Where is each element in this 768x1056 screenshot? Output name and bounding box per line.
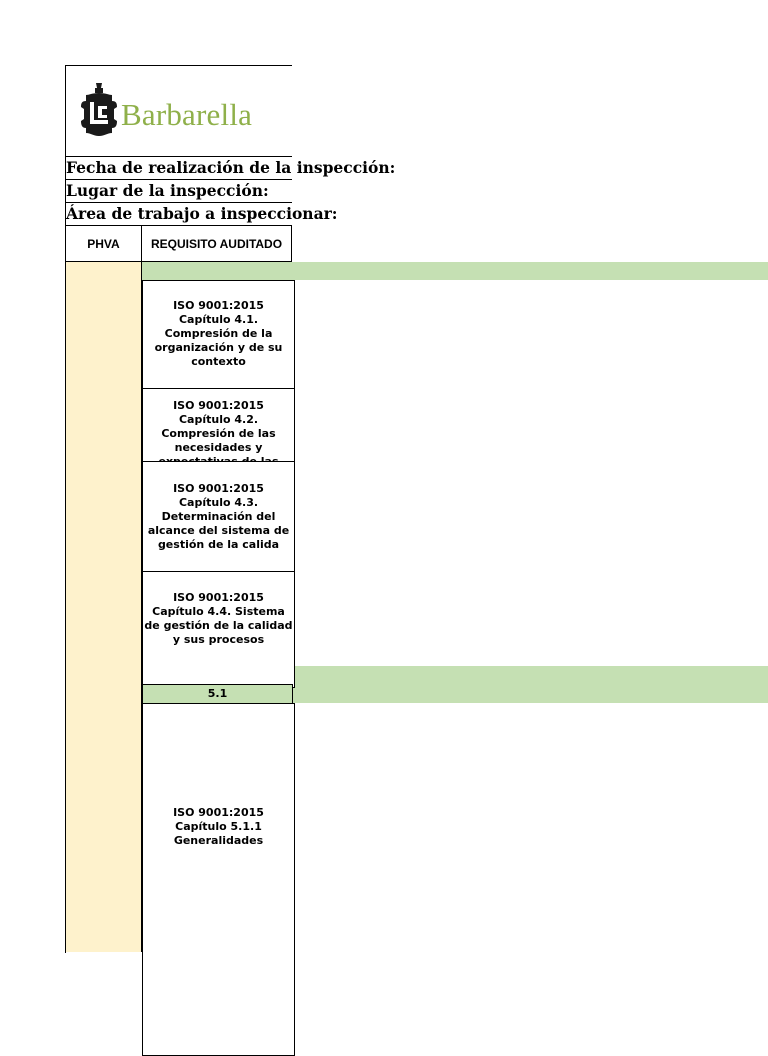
phva-column bbox=[66, 262, 141, 952]
requisito-cell-4-1: ISO 9001:2015 Capítulo 4.1. Compresión de la organización y de su contexto bbox=[142, 280, 295, 409]
section-cell-5-1: 5.1 bbox=[142, 684, 293, 706]
header-requisito: REQUISITO AUDITADO bbox=[150, 236, 283, 251]
requisito-cell-4-3: ISO 9001:2015 Capítulo 4.3. Determinación del alcance del sistema de gestión de la calida bbox=[142, 461, 295, 594]
logo-block bbox=[65, 65, 292, 157]
requisito-cell-5-1-1: ISO 9001:2015 Capítulo 5.1.1 Generalidades bbox=[142, 703, 295, 1056]
header-right-border bbox=[291, 226, 292, 262]
area-label: Área de trabajo a inspeccionar: bbox=[66, 204, 338, 223]
fecha-label: Fecha de realización de la inspección: bbox=[66, 158, 396, 177]
requisito-cell-4-4: ISO 9001:2015 Capítulo 4.4. Sistema de gestión de la calidad y sus procesos bbox=[142, 571, 295, 688]
brand-name: Barbarella bbox=[121, 97, 253, 132]
leather-hide-logo-icon bbox=[79, 79, 119, 139]
lugar-label: Lugar de la inspección: bbox=[66, 181, 269, 200]
section-band-4 bbox=[142, 262, 768, 280]
requisito-text-4-2: ISO 9001:2015 Capítulo 4.2. Compresión de las necesidades y bbox=[161, 399, 276, 454]
header-phva: PHVA bbox=[87, 236, 120, 251]
requisito-cell-4-2 bbox=[142, 388, 295, 464]
